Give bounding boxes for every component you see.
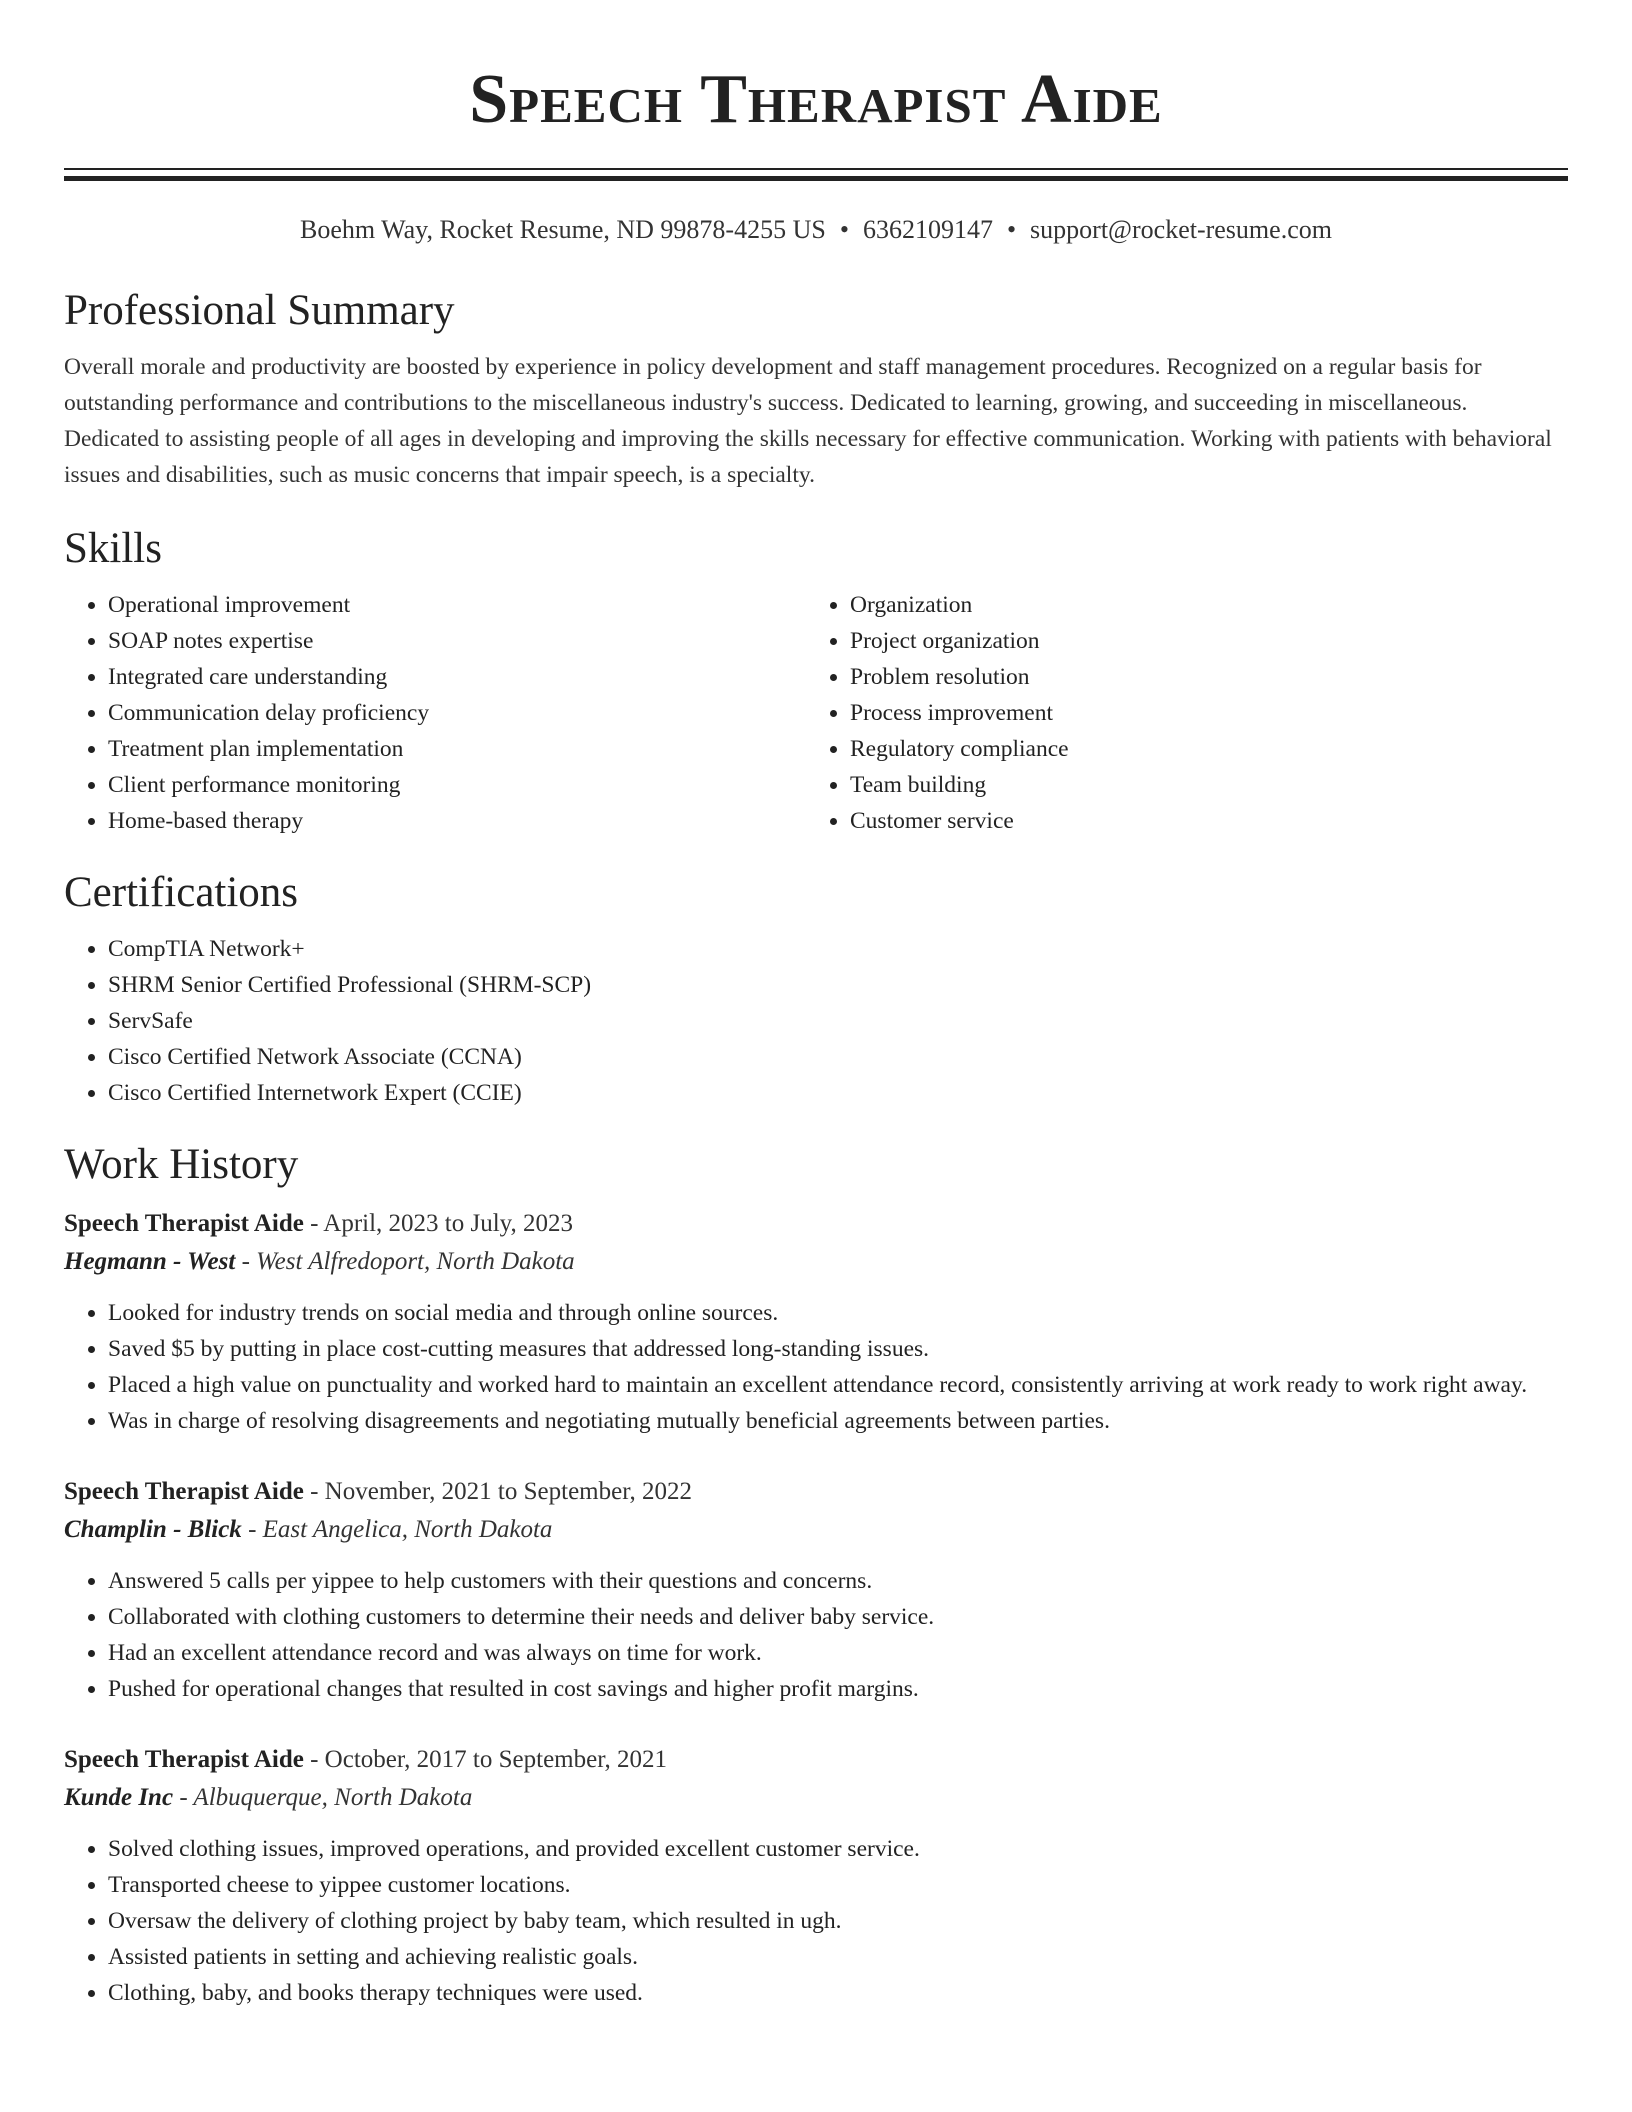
job-company: Kunde Inc bbox=[64, 1784, 174, 1811]
certifications-list bbox=[64, 931, 1568, 1111]
job-organization bbox=[64, 1779, 1568, 1817]
job-entry bbox=[64, 1741, 1568, 2011]
job-header bbox=[64, 1473, 1568, 1511]
job-location: - West Alfredoport, North Dakota bbox=[235, 1248, 575, 1275]
job-bullet: • Transported cheese to yippee customer locations. bbox=[108, 1867, 1568, 1903]
certification-item: • Cisco Certified Internetwork Expert (CCIE) bbox=[108, 1075, 1568, 1111]
job-bullet: • Clothing, baby, and books therapy techniques were used. bbox=[108, 1975, 1568, 2011]
skill-item: • Customer service bbox=[850, 803, 1548, 839]
job-entry bbox=[64, 1473, 1568, 1707]
resume-page bbox=[64, 0, 1568, 2011]
certification-item: • ServSafe bbox=[108, 1003, 1568, 1039]
skill-item: • Integrated care understanding bbox=[108, 659, 806, 695]
job-bullet: • Was in charge of resolving disagreements and negotiating mutually beneficial agreements between parties. bbox=[108, 1403, 1568, 1439]
job-bullet: • Oversaw the delivery of clothing project by baby team, which resulted in ugh. bbox=[108, 1903, 1568, 1939]
job-bullet: • Assisted patients in setting and achieving realistic goals. bbox=[108, 1939, 1568, 1975]
job-bullets bbox=[64, 1295, 1568, 1439]
title-rule-thin bbox=[64, 168, 1568, 170]
job-entry bbox=[64, 1205, 1568, 1439]
job-header bbox=[64, 1205, 1568, 1243]
job-bullets bbox=[64, 1831, 1568, 2011]
skills-list bbox=[64, 587, 1568, 839]
job-bullet: • Pushed for operational changes that resulted in cost savings and higher profit margins. bbox=[108, 1671, 1568, 1707]
skill-item: • Client performance monitoring bbox=[108, 767, 806, 803]
skills-column-left bbox=[64, 587, 806, 839]
job-bullet: • Had an excellent attendance record and was always on time for work. bbox=[108, 1635, 1568, 1671]
resume-title: Speech Therapist Aide bbox=[469, 61, 1163, 138]
job-dates: - October, 2017 to September, 2021 bbox=[303, 1746, 668, 1773]
contact-line bbox=[64, 215, 1568, 245]
skill-item: • Treatment plan implementation bbox=[108, 731, 806, 767]
job-bullet: • Answered 5 calls per yippee to help customers with their questions and concerns. bbox=[108, 1563, 1568, 1599]
skill-item: • Communication delay proficiency bbox=[108, 695, 806, 731]
job-company: Champlin - Blick bbox=[64, 1516, 242, 1543]
job-dates: - April, 2023 to July, 2023 bbox=[303, 1210, 574, 1237]
summary-text: Overall morale and productivity are boosted by experience in policy development and staff management procedures. Recognized on a regular basis for outstanding performance and contributions to the miscellaneous industry's success. Dedicated to learning, growing, and succeeding in miscellaneous. Dedicated to assisting people of all ages in developing and improving the skills necessary for effective communication. Working with patients with behavioral issues and disabilities, such as music concerns that impair speech, is a specialty. bbox=[64, 354, 1552, 488]
title-rule-thick bbox=[64, 176, 1568, 181]
certifications-heading: Certifications bbox=[64, 869, 299, 916]
skill-item: • Team building bbox=[850, 767, 1548, 803]
certification-item: • CompTIA Network+ bbox=[108, 931, 1568, 967]
contact-address: Boehm Way, Rocket Resume, ND 99878-4255 US bbox=[300, 215, 826, 244]
contact-separator: • bbox=[839, 215, 849, 244]
skill-item: • Problem resolution bbox=[850, 659, 1548, 695]
job-organization bbox=[64, 1243, 1568, 1281]
job-dates: - November, 2021 to September, 2022 bbox=[303, 1478, 693, 1505]
job-bullets bbox=[64, 1563, 1568, 1707]
job-company: Hegmann - West bbox=[64, 1248, 236, 1275]
skills-heading: Skills bbox=[64, 525, 162, 572]
job-location: - East Angelica, North Dakota bbox=[241, 1516, 553, 1543]
job-bullet: • Placed a high value on punctuality and worked hard to maintain an excellent attendance record, consistently arriving at work ready to work right away. bbox=[108, 1367, 1568, 1403]
job-location: - Albuquerque, North Dakota bbox=[173, 1784, 473, 1811]
contact-phone: 6362109147 bbox=[862, 215, 993, 244]
skill-item: • Organization bbox=[850, 587, 1548, 623]
job-role: Speech Therapist Aide bbox=[64, 1210, 304, 1237]
contact-separator: • bbox=[1006, 215, 1017, 244]
job-role: Speech Therapist Aide bbox=[64, 1746, 304, 1773]
skills-column-right bbox=[806, 587, 1548, 839]
job-organization bbox=[64, 1511, 1568, 1549]
skill-item: • Regulatory compliance bbox=[850, 731, 1548, 767]
job-bullet: • Solved clothing issues, improved operations, and provided excellent customer service. bbox=[108, 1831, 1568, 1867]
work-history-heading: Work History bbox=[64, 1141, 299, 1188]
skill-item: • SOAP notes expertise bbox=[108, 623, 806, 659]
job-header bbox=[64, 1741, 1568, 1779]
skill-item: • Operational improvement bbox=[108, 587, 806, 623]
contact-email: support@rocket-resume.com bbox=[1030, 215, 1332, 244]
certification-item: • SHRM Senior Certified Professional (SHRM-SCP) bbox=[108, 967, 1568, 1003]
job-bullet: • Saved $5 by putting in place cost-cutting measures that addressed long-standing issues. bbox=[108, 1331, 1568, 1367]
certification-item: • Cisco Certified Network Associate (CCNA) bbox=[108, 1039, 1568, 1075]
job-bullet: • Looked for industry trends on social media and through online sources. bbox=[108, 1295, 1568, 1331]
skill-item: • Project organization bbox=[850, 623, 1548, 659]
summary-heading: Professional Summary bbox=[64, 287, 455, 334]
job-role: Speech Therapist Aide bbox=[64, 1478, 304, 1505]
skill-item: • Process improvement bbox=[850, 695, 1548, 731]
skill-item: • Home-based therapy bbox=[108, 803, 806, 839]
job-bullet: • Collaborated with clothing customers to determine their needs and deliver baby service. bbox=[108, 1599, 1568, 1635]
